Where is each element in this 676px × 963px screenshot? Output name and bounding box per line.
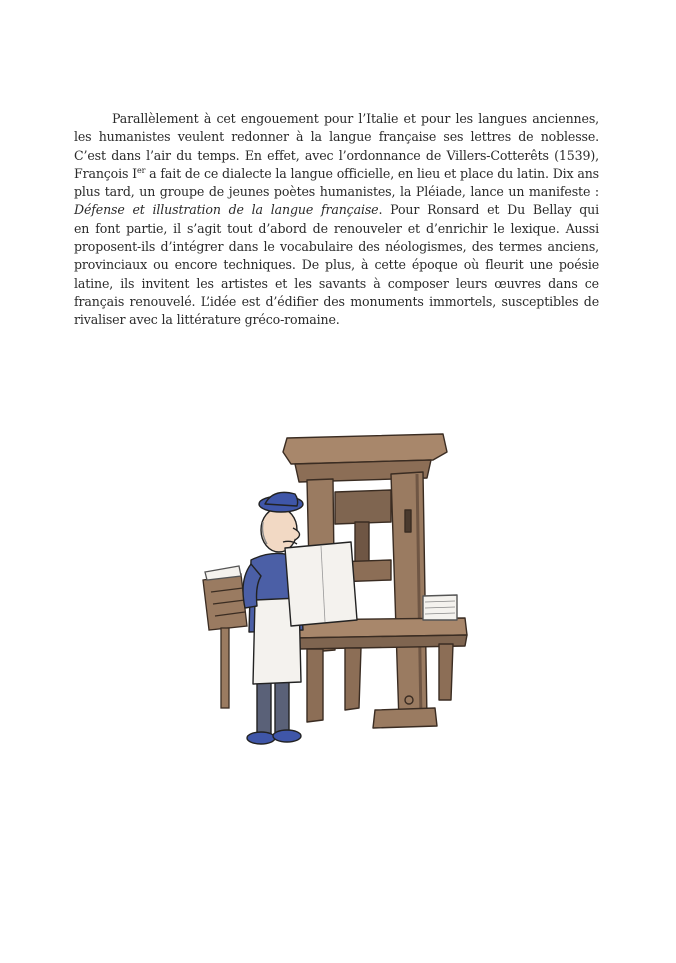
ordinal-superscript: er (137, 165, 146, 175)
paragraph-line: latine, ils invitent les artistes et les savants à composer leurs œuvres dans ce (74, 275, 599, 291)
paragraph-line: Parallèlement à cet engouement pour l’Italie et pour les langues anciennes, (112, 111, 599, 126)
printer-illustration (195, 430, 480, 755)
paragraph-line (74, 165, 599, 183)
paragraph-line: plus tard, un groupe de jeunes poètes humanistes, la Pléiade, lance un manifeste : (74, 184, 599, 200)
paragraph-line: provinciaux ou encore techniques. De plus, à cette époque où fleurit une poésie (74, 257, 599, 273)
line-text: . Pour Ronsard et Du Bellay qui (378, 202, 599, 218)
paragraph-line: C’est dans l’air du temps. En effet, avec l’ordonnance de Villers-Cotterêts (1539), (74, 147, 599, 163)
paragraph-line: français renouvelé. L’idée est d’édifier des monuments immortels, susceptibles de (74, 293, 599, 309)
paragraph-line: les humanistes veulent redonner à la langue française ses lettres de noblesse. (74, 129, 599, 145)
paragraph-line: en font partie, il s’agit tout d’abord de renouveler et d’enrichir le lexique. Aussi (74, 220, 599, 236)
printer-person (243, 492, 357, 744)
paragraph-line (74, 201, 599, 219)
paragraph-line-last: rivaliser avec la littérature gréco-romaine. (74, 312, 340, 328)
king-name: François I (74, 165, 137, 181)
line-text: a fait de ce dialecte la langue officielle, en lieu et place du latin. Dix ans (145, 165, 599, 181)
body-paragraph (74, 110, 599, 330)
manifesto-title: Défense et illustration de la langue française (74, 202, 379, 218)
paper-rack (203, 566, 247, 708)
paragraph-line: proposent-ils d’intégrer dans le vocabulaire des néologismes, des termes anciens, (74, 239, 599, 255)
